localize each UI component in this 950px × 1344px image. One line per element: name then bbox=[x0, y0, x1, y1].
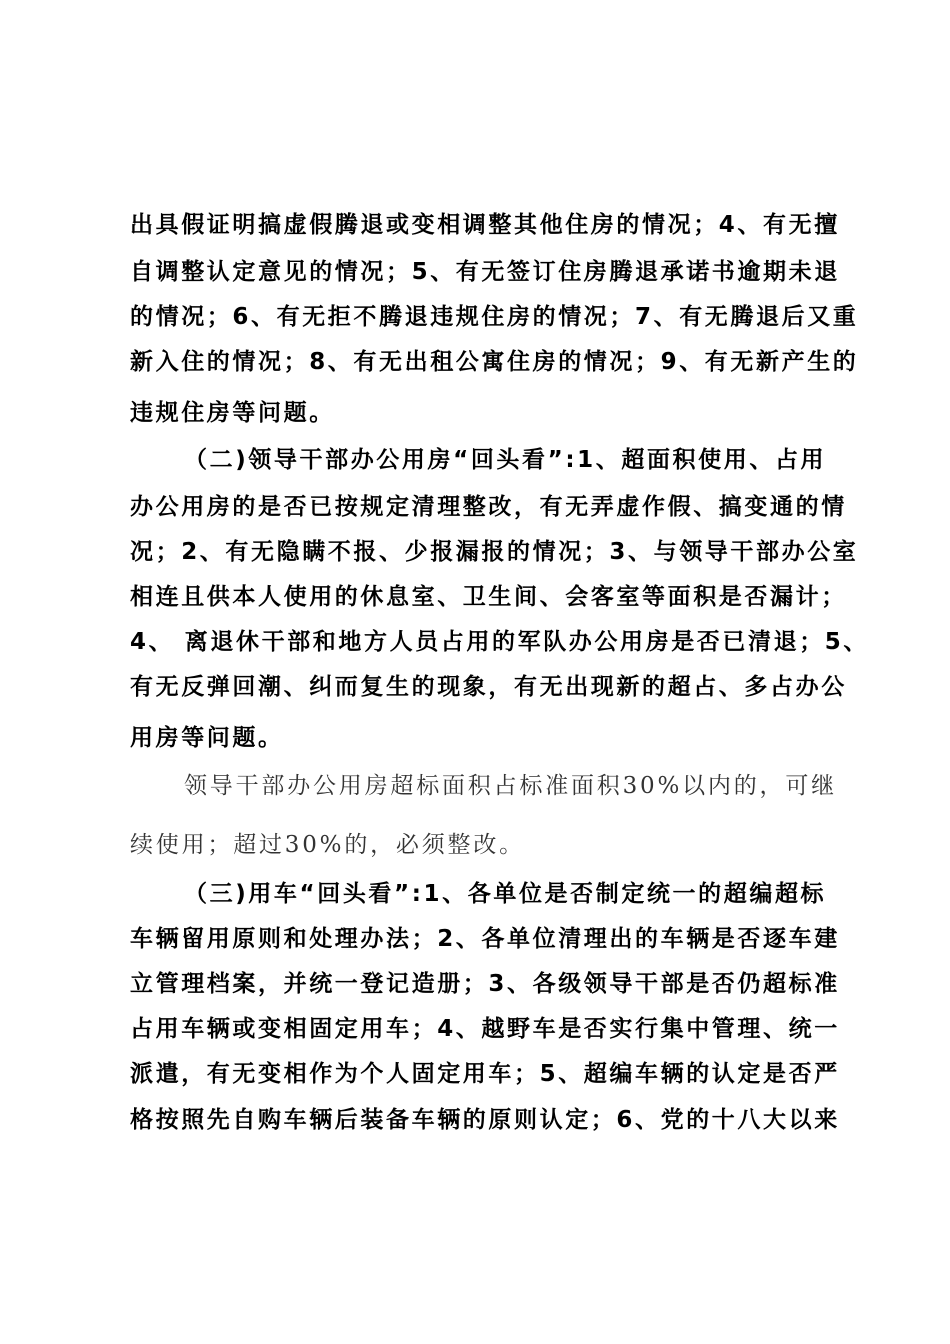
text-line: 4、 离退休干部和地方人员占用的军队办公用房是否已清退；5、 bbox=[130, 629, 870, 655]
text-line: 领导干部办公用房超标面积占标准面积30%以内的，可继 bbox=[184, 773, 837, 799]
text-line: 出具假证明搞虚假腾退或变相调整其他住房的情况；4、有无擅 bbox=[130, 212, 840, 238]
text-line: （三)用车“回头看”:1、各单位是否制定统一的超编超标 bbox=[184, 881, 827, 907]
text-line: 办公用房的是否已按规定清理整改，有无弄虚作假、搞变通的情 bbox=[130, 494, 847, 520]
text-line: （二)领导干部办公用房“回头看”:1、超面积使用、占用 bbox=[184, 447, 827, 473]
text-line: 违规住房等问题。 bbox=[130, 400, 335, 426]
text-line: 续使用；超过30%的，必须整改。 bbox=[130, 832, 525, 858]
text-line: 的情况；6、有无拒不腾退违规住房的情况；7、有无腾退后又重 bbox=[130, 304, 859, 330]
text-line: 自调整认定意见的情况；5、有无签订住房腾退承诺书逾期未退 bbox=[130, 259, 840, 285]
text-line: 立管理档案，并统一登记造册；3、各级领导干部是否仍超标准 bbox=[130, 971, 840, 997]
text-line: 占用车辆或变相固定用车；4、越野车是否实行集中管理、统一 bbox=[130, 1016, 840, 1042]
text-line: 有无反弹回潮、纠而复生的现象，有无出现新的超占、多占办公 bbox=[130, 674, 847, 700]
text-line: 用房等问题。 bbox=[130, 725, 284, 751]
text-line: 新入住的情况；8、有无出租公寓住房的情况；9、有无新产生的 bbox=[130, 349, 859, 375]
text-line: 车辆留用原则和处理办法；2、各单位清理出的车辆是否逐车建 bbox=[130, 926, 840, 952]
text-line: 派遣，有无变相作为个人固定用车；5、超编车辆的认定是否严 bbox=[130, 1061, 840, 1087]
text-line: 相连且供本人使用的休息室、卫生间、会客室等面积是否漏计； bbox=[130, 584, 847, 610]
text-line: 况；2、有无隐瞒不报、少报漏报的情况；3、与领导干部办公室 bbox=[130, 539, 859, 565]
text-line: 格按照先自购车辆后装备车辆的原则认定；6、党的十八大以来 bbox=[130, 1107, 840, 1133]
